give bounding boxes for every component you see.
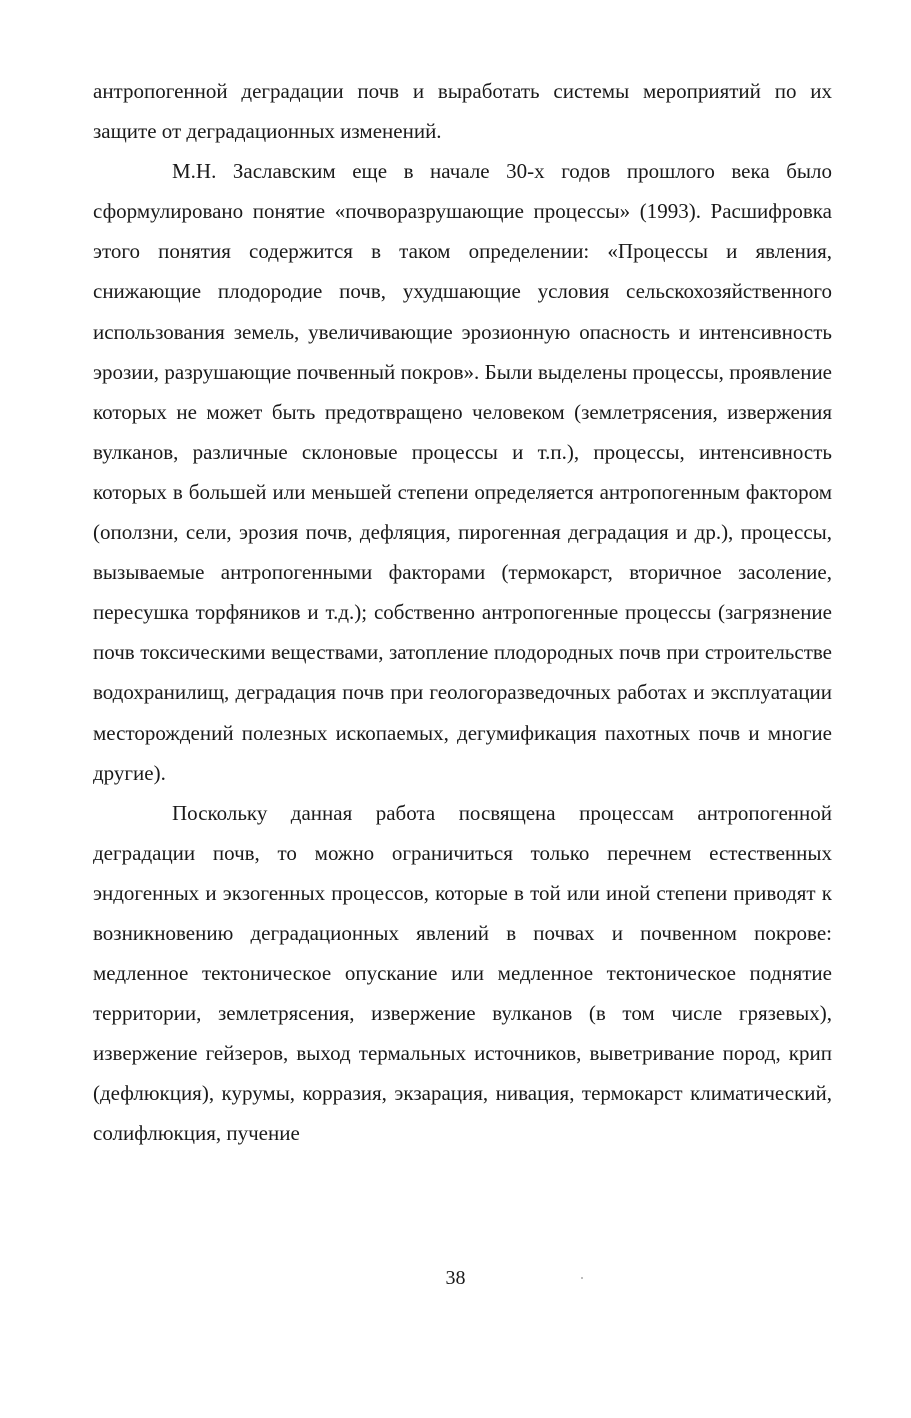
body-text bbox=[93, 71, 832, 1154]
page-number: 38 bbox=[445, 1267, 466, 1289]
paragraph-zaslavsky-definition: М.Н. Заславским еще в начале 30-х годов прошлого века было сформулировано понятие «почворазрушающие процессы» (1993). Расшифровка этого понятия содержится в таком определении: «Процессы и явления, снижающие плодородие почв, ухудшающие условия сельскохозяйственного использования земель, увеличивающие эрозионную опасность и интенсивность эрозии, разрушающие почвенный покров». Были выделены процессы, проявление которых не может быть предотвращено человеком (землетрясения, извержения вулканов, различные склоновые процессы и т.п.), процессы, интенсивность которых в большей или меньшей степени определяется антропогенным фактором (оползни, сели, эрозия почв, дефляция, пирогенная деградация и др.), процессы, вызываемые антропогенными факторами (термокарст, вторичное засоление, пересушка торфяников и т.д.); собственно антропогенные процессы (загрязнение почв токсическими веществами, затопление плодородных почв при строительстве водохранилищ, деградация почв при геологоразведочных работах и эксплуатации месторождений полезных ископаемых, дегумификация пахотных почв и многие другие). bbox=[93, 159, 832, 785]
scan-speck bbox=[581, 1277, 583, 1279]
paragraph-continuation: антропогенной деградации почв и выработать системы мероприятий по их защите от деградационных изменений. bbox=[93, 79, 832, 144]
paragraph-natural-processes: Поскольку данная работа посвящена процессам антропогенной деградации почв, то можно ограничиться только перечнем естественных эндогенных и экзогенных процессов, которые в той или иной степени приводят к возникновению деградационных явлений в почвах и почвенном покрове: медленное тектоническое опускание или медленное тектоническое поднятие территории, землетрясения, извержение вулканов (в том числе грязевых), извержение гейзеров, выход термальных источников, выветривание пород, крип (дефлюкция), курумы, корразия, экзарация, нивация, термокарст климатический, солифлюкция, пучение bbox=[93, 800, 832, 1146]
